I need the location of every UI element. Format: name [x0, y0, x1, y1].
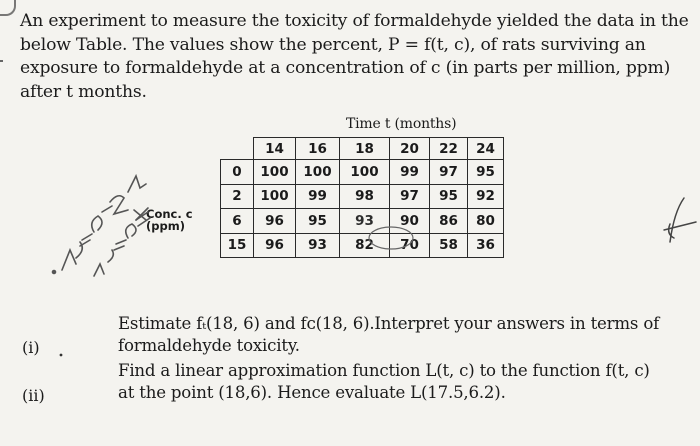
handwritten-scribble: [50, 150, 160, 280]
table-cell: 95: [468, 160, 504, 185]
table-cell: 97: [430, 160, 468, 185]
question-i-line-1: Estimate fₜ(18, 6) and fᴄ(18, 6).Interpret your answers in terms of: [118, 314, 660, 333]
question-ii-line-2: at the point (18,6). Hence evaluate L(17.5,6.2).: [118, 383, 506, 402]
margin-mark: [0, 60, 3, 62]
table-row: [221, 209, 504, 234]
table-cell: 90: [390, 209, 430, 234]
table-cell: 96: [254, 233, 296, 258]
conc-header-cell: 2: [221, 184, 254, 209]
question-ii-text: [118, 360, 696, 404]
table-cell: 96: [254, 209, 296, 234]
time-header-row: [221, 138, 504, 160]
time-axis-label: Time t (months): [346, 116, 457, 132]
table-row: [221, 233, 504, 258]
table-cell-circled: 93: [340, 209, 390, 234]
intro-line-3: exposure to formaldehyde at a concentration of c (in parts per million, ppm): [20, 58, 671, 78]
time-header-cell: 20: [390, 138, 430, 160]
conc-header-cell: 6: [221, 209, 254, 234]
time-header-cell: 18: [340, 138, 390, 160]
pencil-circle-annotation: [366, 225, 416, 251]
time-header-cell: 16: [296, 138, 340, 160]
table-row: [221, 184, 504, 209]
corner-cell: [221, 138, 254, 160]
table-row: [221, 160, 504, 185]
table-cell: 99: [296, 184, 340, 209]
intro-line-1: An experiment to measure the toxicity of formaldehyde yielded the data in the: [20, 11, 689, 31]
question-number-ii: (ii): [22, 386, 45, 405]
question-number-i: (i): [22, 338, 40, 357]
intro-line-2: below Table. The values show the percent, P = f(t, c), of rats surviving an: [20, 34, 646, 55]
table-cell: 36: [468, 233, 504, 258]
time-header-cell: 22: [430, 138, 468, 160]
table-cell: 100: [254, 160, 296, 185]
table-cell: 100: [254, 184, 296, 209]
table-cell: 86: [430, 209, 468, 234]
intro-line-4: after t months.: [20, 81, 147, 102]
page-corner-mark: [0, 0, 16, 16]
time-header-cell: 14: [254, 138, 296, 160]
table-cell: 98: [340, 184, 390, 209]
question-i-text: [118, 313, 696, 357]
question-ii-line-1: Find a linear approximation function L(t, c) to the function f(t, c): [118, 361, 650, 380]
conc-header-cell: 0: [221, 160, 254, 185]
table-cell: 100: [296, 160, 340, 185]
conc-label-line-2: (ppm): [146, 219, 185, 233]
table-cell: 58: [430, 233, 468, 258]
question-i-line-2: formaldehyde toxicity.: [118, 336, 300, 355]
toxicity-table: [220, 137, 504, 258]
dot-mark: [58, 352, 64, 358]
conc-header-cell: 15: [221, 233, 254, 258]
table-cell: 95: [296, 209, 340, 234]
table-cell: 93: [296, 233, 340, 258]
table-cell: 70: [390, 233, 430, 258]
table-cell: 97: [390, 184, 430, 209]
time-header-cell: 24: [468, 138, 504, 160]
conc-label-line-1: Conc. c: [146, 207, 193, 221]
table-cell: 82: [340, 233, 390, 258]
table-cell: 99: [390, 160, 430, 185]
table-cell: 80: [468, 209, 504, 234]
table-cell: 95: [430, 184, 468, 209]
table-cell: 92: [468, 184, 504, 209]
problem-statement: [20, 10, 696, 104]
table-cell: 100: [340, 160, 390, 185]
margin-scribble: [660, 190, 700, 250]
